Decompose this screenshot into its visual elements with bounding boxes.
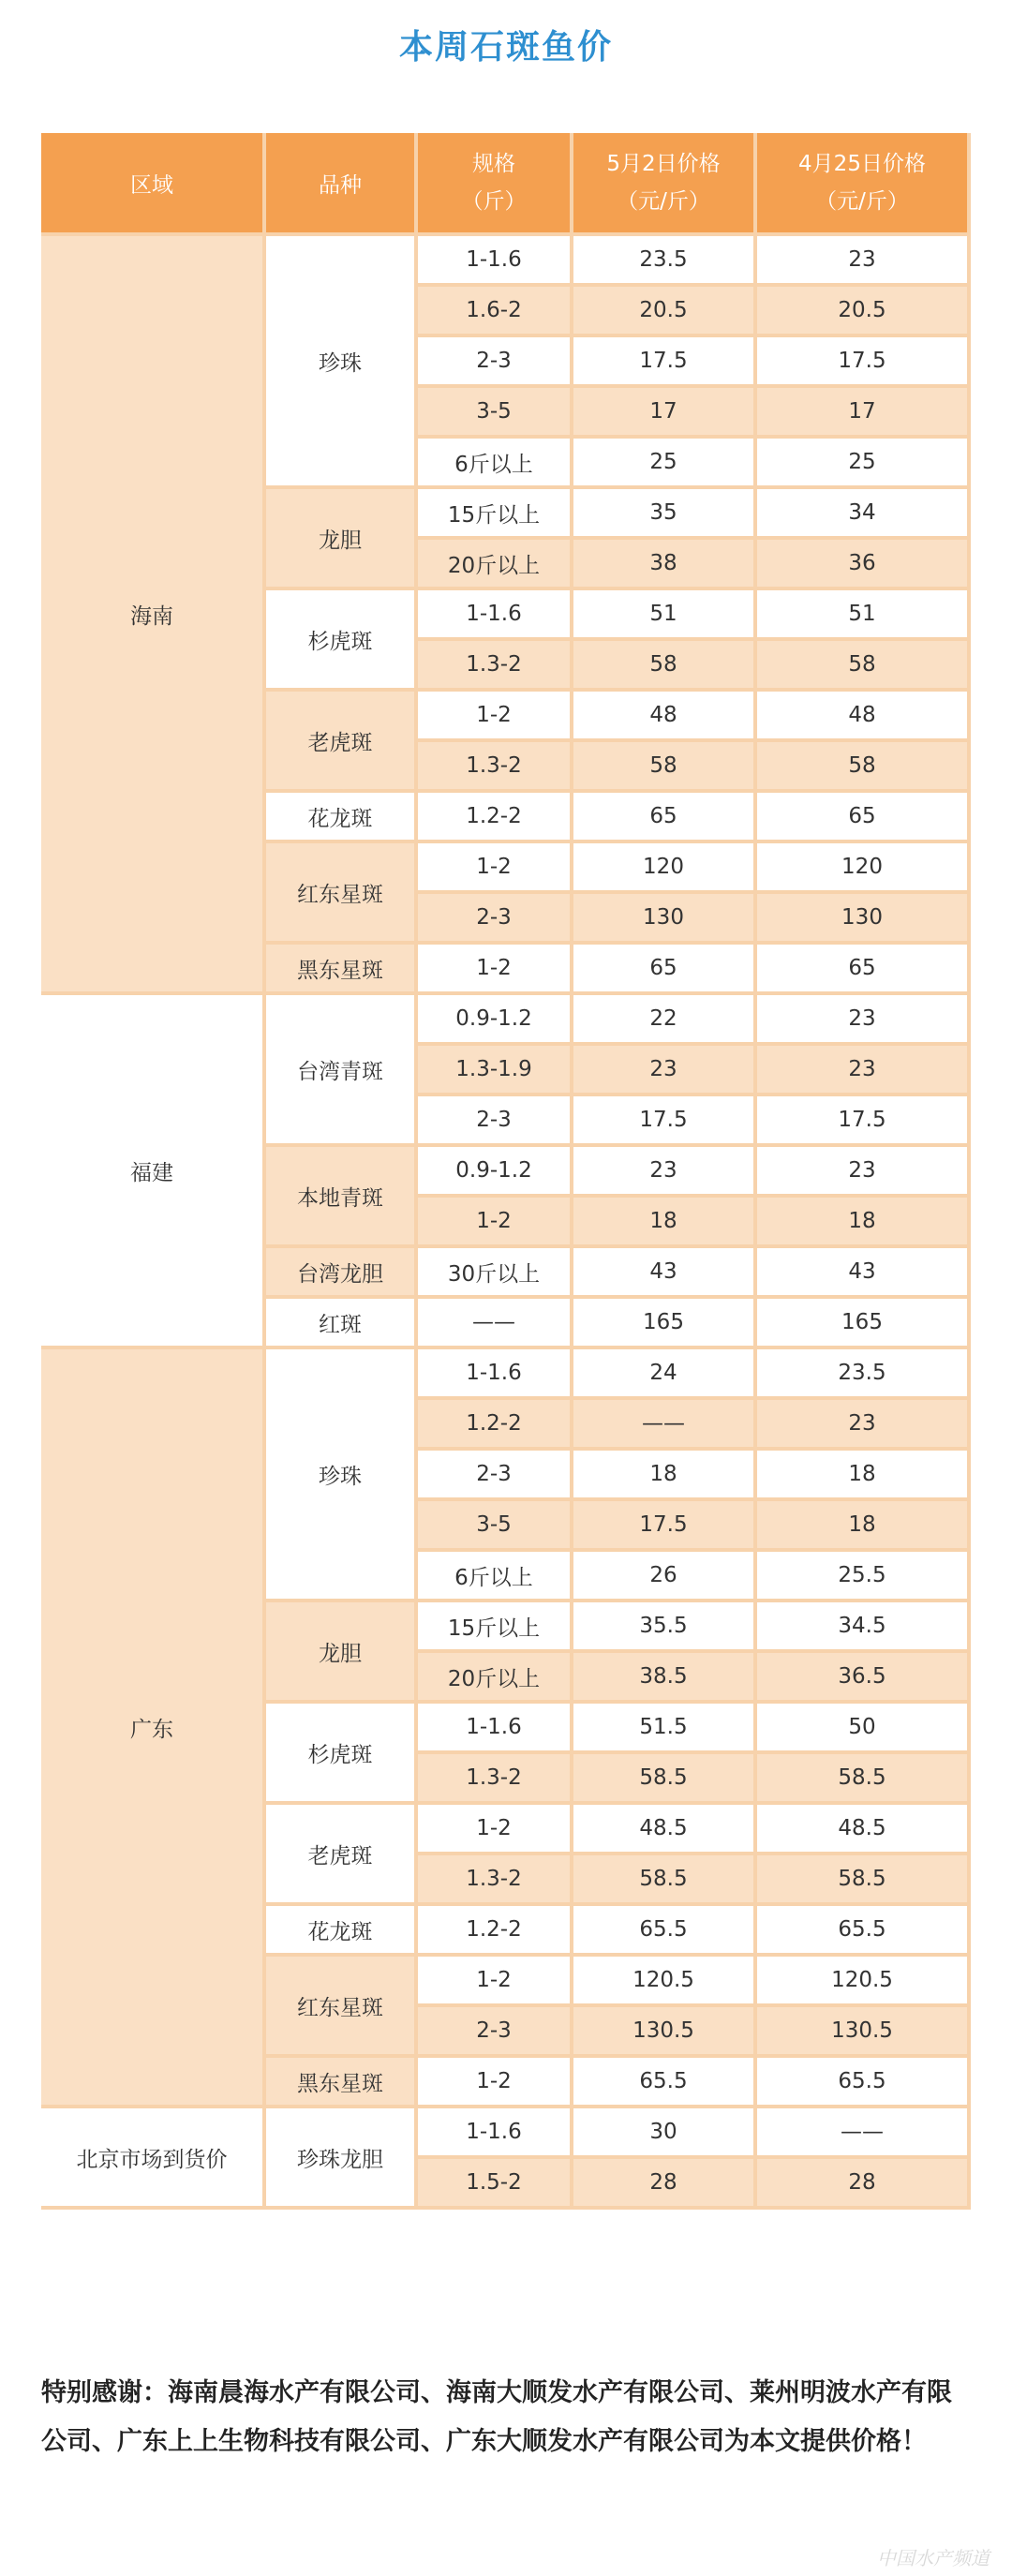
spec-cell: 1.2-2 <box>418 1906 573 1957</box>
region-cell: 海南 <box>41 236 266 995</box>
apr25-price-cell: 18 <box>757 1198 971 1248</box>
apr25-price-cell: 65 <box>757 793 971 843</box>
spec-cell: 1.2-2 <box>418 1400 573 1451</box>
may2-price-cell: 120.5 <box>573 1957 757 2007</box>
may2-price-cell: 58 <box>573 641 757 692</box>
apr25-price-cell: 17 <box>757 388 971 439</box>
spec-cell: 6斤以上 <box>418 439 573 489</box>
may2-price-cell: 58.5 <box>573 1754 757 1805</box>
apr25-price-cell: 34.5 <box>757 1602 971 1653</box>
may2-price-cell: 65 <box>573 793 757 843</box>
may2-price-cell: 17.5 <box>573 1501 757 1552</box>
may2-price-cell: 165 <box>573 1299 757 1349</box>
may2-price-cell: 58.5 <box>573 1855 757 1906</box>
apr25-price-cell: 65 <box>757 945 971 995</box>
apr25-price-cell: 130.5 <box>757 2007 971 2058</box>
apr25-price-cell: 18 <box>757 1451 971 1501</box>
species-cell: 台湾青斑 <box>266 995 418 1147</box>
spec-cell: 15斤以上 <box>418 489 573 540</box>
spec-cell: 1.3-2 <box>418 641 573 692</box>
may2-price-cell: 130 <box>573 894 757 945</box>
spec-cell: 0.9-1.2 <box>418 1147 573 1198</box>
table-row <box>41 1349 971 1400</box>
may2-price-cell: 30 <box>573 2108 757 2159</box>
acknowledgement-text: 特别感谢：海南晨海水产有限公司、海南大顺发水产有限公司、莱州明波水产有限公司、广东上上生物科技有限公司、广东大顺发水产有限公司为本文提供价格！ <box>41 2378 952 2456</box>
apr25-price-cell: 25.5 <box>757 1552 971 1602</box>
may2-price-cell: 65.5 <box>573 1906 757 1957</box>
apr25-price-cell: 23 <box>757 1046 971 1096</box>
species-cell: 杉虎斑 <box>266 590 418 692</box>
apr25-price-cell: 23 <box>757 995 971 1046</box>
apr25-price-cell: 51 <box>757 590 971 641</box>
price-table <box>41 133 971 2210</box>
apr25-price-cell: 58 <box>757 641 971 692</box>
page-title: 本周石斑鱼价 <box>398 28 613 67</box>
spec-cell: 15斤以上 <box>418 1602 573 1653</box>
header-region: 区域 <box>41 133 266 236</box>
may2-price-cell: 130.5 <box>573 2007 757 2058</box>
apr25-price-cell: 18 <box>757 1501 971 1552</box>
table-row <box>41 236 971 287</box>
may2-price-cell: 23 <box>573 1046 757 1096</box>
apr25-price-cell: 43 <box>757 1248 971 1299</box>
may2-price-cell: 65.5 <box>573 2058 757 2108</box>
may2-price-cell: 48 <box>573 692 757 742</box>
species-cell: 珍珠 <box>266 236 418 489</box>
apr25-price-cell: 23 <box>757 236 971 287</box>
spec-cell: —— <box>418 1299 573 1349</box>
may2-price-cell: 65 <box>573 945 757 995</box>
apr25-price-cell: 65.5 <box>757 2058 971 2108</box>
apr25-price-cell: 165 <box>757 1299 971 1349</box>
spec-cell: 20斤以上 <box>418 1653 573 1704</box>
spec-cell: 1-1.6 <box>418 236 573 287</box>
spec-cell: 0.9-1.2 <box>418 995 573 1046</box>
apr25-price-cell: 20.5 <box>757 287 971 337</box>
may2-price-cell: 48.5 <box>573 1805 757 1855</box>
apr25-price-cell: 17.5 <box>757 1096 971 1147</box>
spec-cell: 1-2 <box>418 945 573 995</box>
species-cell: 红东星斑 <box>266 1957 418 2058</box>
species-cell: 花龙斑 <box>266 1906 418 1957</box>
apr25-price-cell: 23 <box>757 1147 971 1198</box>
spec-cell: 3-5 <box>418 1501 573 1552</box>
apr25-price-cell: 23 <box>757 1400 971 1451</box>
header-apr25-price: 4月25日价格 （元/斤） <box>757 133 971 236</box>
spec-cell: 2-3 <box>418 894 573 945</box>
may2-price-cell: 23.5 <box>573 236 757 287</box>
apr25-price-cell: 58.5 <box>757 1754 971 1805</box>
region-cell: 北京市场到货价 <box>41 2108 266 2210</box>
may2-price-cell: 18 <box>573 1198 757 1248</box>
spec-cell: 1-1.6 <box>418 590 573 641</box>
apr25-price-cell: 25 <box>757 439 971 489</box>
table-header-row <box>41 133 971 236</box>
apr25-price-cell: 50 <box>757 1704 971 1754</box>
may2-price-cell: 24 <box>573 1349 757 1400</box>
species-cell: 老虎斑 <box>266 1805 418 1906</box>
may2-price-cell: 38.5 <box>573 1653 757 1704</box>
apr25-price-cell: 34 <box>757 489 971 540</box>
spec-cell: 1-2 <box>418 1805 573 1855</box>
region-cell: 广东 <box>41 1349 266 2108</box>
spec-cell: 1.3-1.9 <box>418 1046 573 1096</box>
apr25-price-cell: 36 <box>757 540 971 590</box>
spec-cell: 1.6-2 <box>418 287 573 337</box>
spec-cell: 1.2-2 <box>418 793 573 843</box>
species-cell: 花龙斑 <box>266 793 418 843</box>
may2-price-cell: 51.5 <box>573 1704 757 1754</box>
apr25-price-cell: 28 <box>757 2159 971 2210</box>
spec-cell: 2-3 <box>418 1451 573 1501</box>
species-cell: 红东星斑 <box>266 843 418 945</box>
spec-cell: 2-3 <box>418 337 573 388</box>
may2-price-cell: 23 <box>573 1147 757 1198</box>
spec-cell: 6斤以上 <box>418 1552 573 1602</box>
spec-cell: 1.3-2 <box>418 1855 573 1906</box>
spec-cell: 20斤以上 <box>418 540 573 590</box>
may2-price-cell: 26 <box>573 1552 757 1602</box>
apr25-price-cell: 58 <box>757 742 971 793</box>
spec-cell: 1.3-2 <box>418 1754 573 1805</box>
spec-cell: 2-3 <box>418 1096 573 1147</box>
spec-cell: 1-1.6 <box>418 2108 573 2159</box>
spec-cell: 1-2 <box>418 843 573 894</box>
region-cell: 福建 <box>41 995 266 1349</box>
table-row <box>41 2108 971 2159</box>
species-cell: 老虎斑 <box>266 692 418 793</box>
table-row <box>41 995 971 1046</box>
apr25-price-cell: 23.5 <box>757 1349 971 1400</box>
may2-price-cell: —— <box>573 1400 757 1451</box>
header-species: 品种 <box>266 133 418 236</box>
spec-cell: 30斤以上 <box>418 1248 573 1299</box>
may2-price-cell: 17 <box>573 388 757 439</box>
species-cell: 杉虎斑 <box>266 1704 418 1805</box>
spec-cell: 1-2 <box>418 1957 573 2007</box>
apr25-price-cell: 48 <box>757 692 971 742</box>
species-cell: 龙胆 <box>266 489 418 590</box>
may2-price-cell: 18 <box>573 1451 757 1501</box>
table-body <box>41 236 971 2210</box>
may2-price-cell: 43 <box>573 1248 757 1299</box>
may2-price-cell: 28 <box>573 2159 757 2210</box>
may2-price-cell: 35.5 <box>573 1602 757 1653</box>
spec-cell: 1-2 <box>418 1198 573 1248</box>
may2-price-cell: 17.5 <box>573 337 757 388</box>
spec-cell: 1-1.6 <box>418 1704 573 1754</box>
spec-cell: 2-3 <box>418 2007 573 2058</box>
apr25-price-cell: 48.5 <box>757 1805 971 1855</box>
spec-cell: 1.3-2 <box>418 742 573 793</box>
may2-price-cell: 120 <box>573 843 757 894</box>
spec-cell: 1-2 <box>418 2058 573 2108</box>
may2-price-cell: 17.5 <box>573 1096 757 1147</box>
spec-cell: 1.5-2 <box>418 2159 573 2210</box>
species-cell: 红斑 <box>266 1299 418 1349</box>
species-cell: 龙胆 <box>266 1602 418 1704</box>
spec-cell: 1-1.6 <box>418 1349 573 1400</box>
may2-price-cell: 25 <box>573 439 757 489</box>
apr25-price-cell: 58.5 <box>757 1855 971 1906</box>
apr25-price-cell: 17.5 <box>757 337 971 388</box>
spec-cell: 3-5 <box>418 388 573 439</box>
may2-price-cell: 51 <box>573 590 757 641</box>
species-cell: 黑东星斑 <box>266 2058 418 2108</box>
may2-price-cell: 22 <box>573 995 757 1046</box>
species-cell: 本地青斑 <box>266 1147 418 1248</box>
apr25-price-cell: —— <box>757 2108 971 2159</box>
watermark-logo: 中国水产频道 <box>877 2547 990 2569</box>
apr25-price-cell: 120.5 <box>757 1957 971 2007</box>
apr25-price-cell: 65.5 <box>757 1906 971 1957</box>
species-cell: 黑东星斑 <box>266 945 418 995</box>
apr25-price-cell: 130 <box>757 894 971 945</box>
apr25-price-cell: 120 <box>757 843 971 894</box>
may2-price-cell: 20.5 <box>573 287 757 337</box>
may2-price-cell: 35 <box>573 489 757 540</box>
species-cell: 珍珠龙胆 <box>266 2108 418 2210</box>
spec-cell: 1-2 <box>418 692 573 742</box>
header-spec: 规格 （斤） <box>418 133 573 236</box>
species-cell: 台湾龙胆 <box>266 1248 418 1299</box>
header-may2-price: 5月2日价格 （元/斤） <box>573 133 757 236</box>
species-cell: 珍珠 <box>266 1349 418 1602</box>
may2-price-cell: 58 <box>573 742 757 793</box>
apr25-price-cell: 36.5 <box>757 1653 971 1704</box>
may2-price-cell: 38 <box>573 540 757 590</box>
